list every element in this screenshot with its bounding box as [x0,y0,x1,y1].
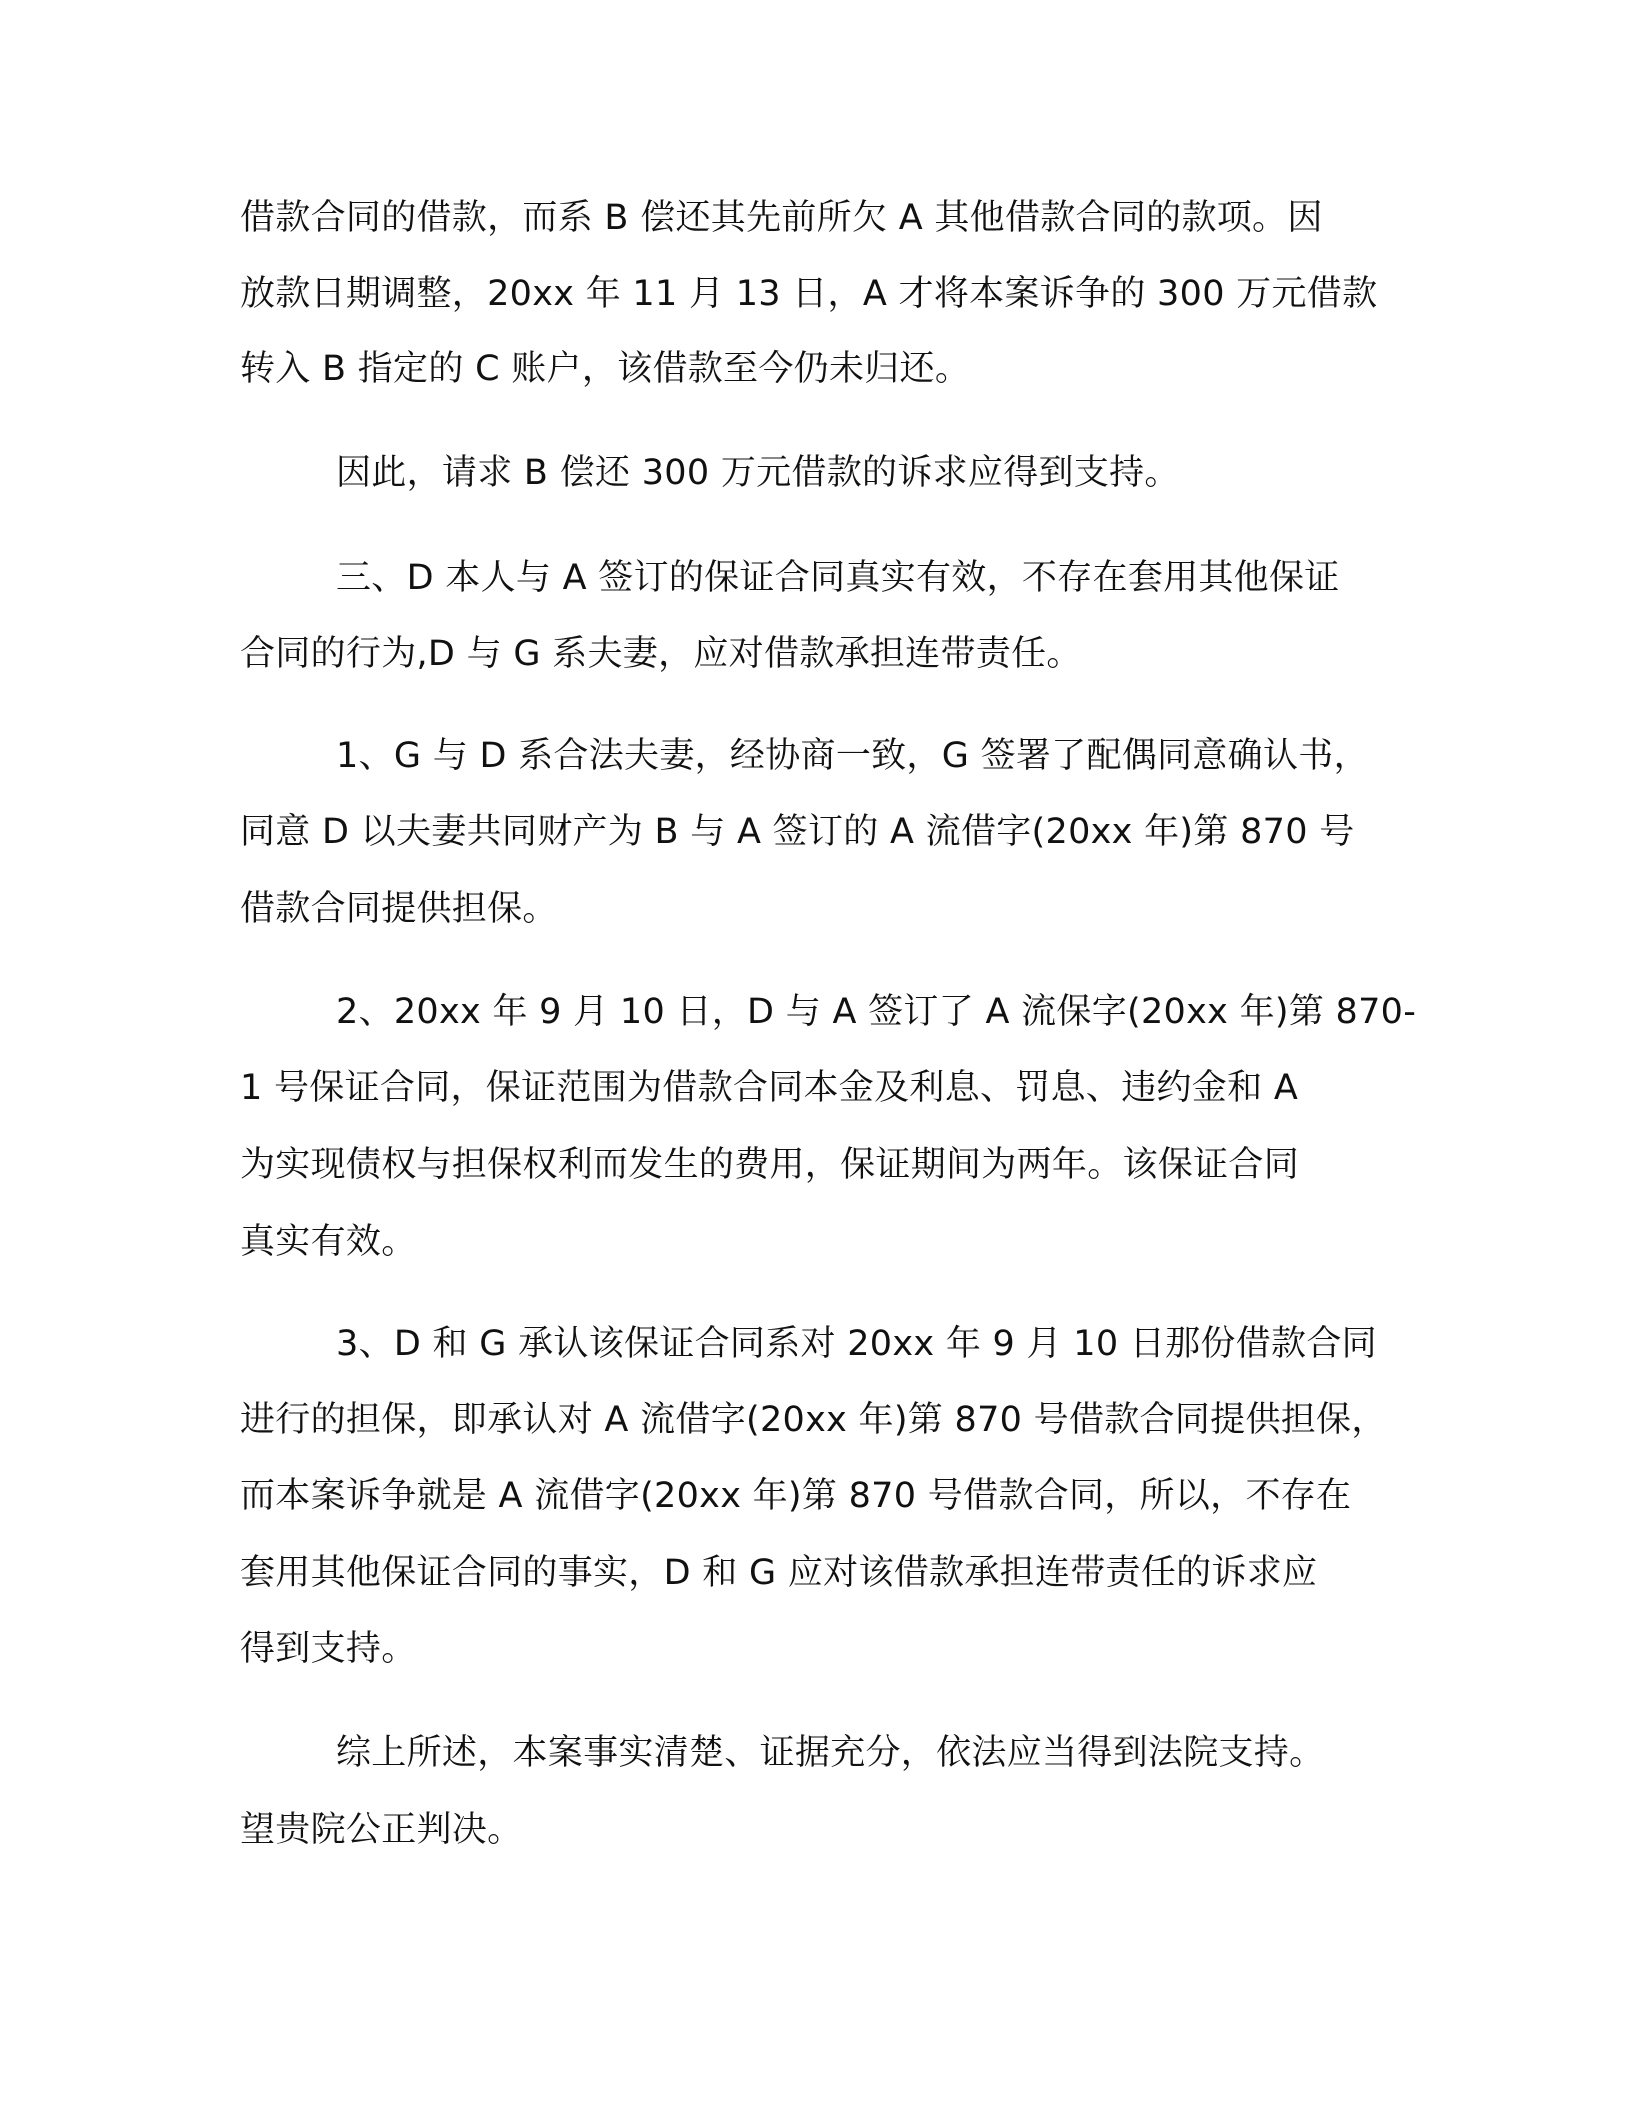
paragraph-line: 2、20xx 年 9 月 10 日，D 与 A 签订了 A 流保字(20xx 年)第 870- [336,992,1417,1032]
paragraph-line: 1 号保证合同，保证范围为借款合同本金及利息、罚息、违约金和 A [240,1068,1299,1108]
paragraph-line: 而本案诉争就是 A 流借字(20xx 年)第 870 号借款合同，所以，不存在 [240,1476,1352,1516]
paragraph-line: 真实有效。 [240,1222,417,1262]
paragraph-line: 因此，请求 B 偿还 300 万元借款的诉求应得到支持。 [336,453,1180,493]
closing-line: 望贵院公正判决。 [240,1810,523,1850]
paragraph-line: 放款日期调整，20xx 年 11 月 13 日，A 才将本案诉争的 300 万元借款 [240,274,1378,314]
paragraph-line: 1、G 与 D 系合法夫妻，经协商一致，G 签署了配偶同意确认书， [336,736,1369,776]
paragraph-line: 得到支持。 [240,1629,417,1669]
closing-line: 综上所述，本案事实清楚、证据充分，依法应当得到法院支持。 [336,1733,1325,1773]
paragraph-line: 借款合同的借款，而系 B 偿还其先前所欠 A 其他借款合同的款项。因 [240,198,1323,238]
paragraph-line: 套用其他保证合同的事实，D 和 G 应对该借款承担连带责任的诉求应 [240,1553,1318,1593]
section-heading-line: 三、D 本人与 A 签订的保证合同真实有效，不存在套用其他保证 [336,558,1340,598]
paragraph-line: 进行的担保，即承认对 A 流借字(20xx 年)第 870 号借款合同提供担保， [240,1400,1387,1440]
section-heading-line: 合同的行为,D 与 G 系夫妻，应对借款承担连带责任。 [240,634,1082,674]
paragraph-line: 同意 D 以夫妻共同财产为 B 与 A 签订的 A 流借字(20xx 年)第 870 号 [240,812,1355,852]
paragraph-line: 转入 B 指定的 C 账户，该借款至今仍未归还。 [240,349,971,389]
paragraph-line: 3、D 和 G 承认该保证合同系对 20xx 年 9 月 10 日那份借款合同 [336,1324,1377,1364]
paragraph-line: 为实现债权与担保权利而发生的费用，保证期间为两年。该保证合同 [240,1145,1300,1185]
paragraph-line: 借款合同提供担保。 [240,889,558,929]
